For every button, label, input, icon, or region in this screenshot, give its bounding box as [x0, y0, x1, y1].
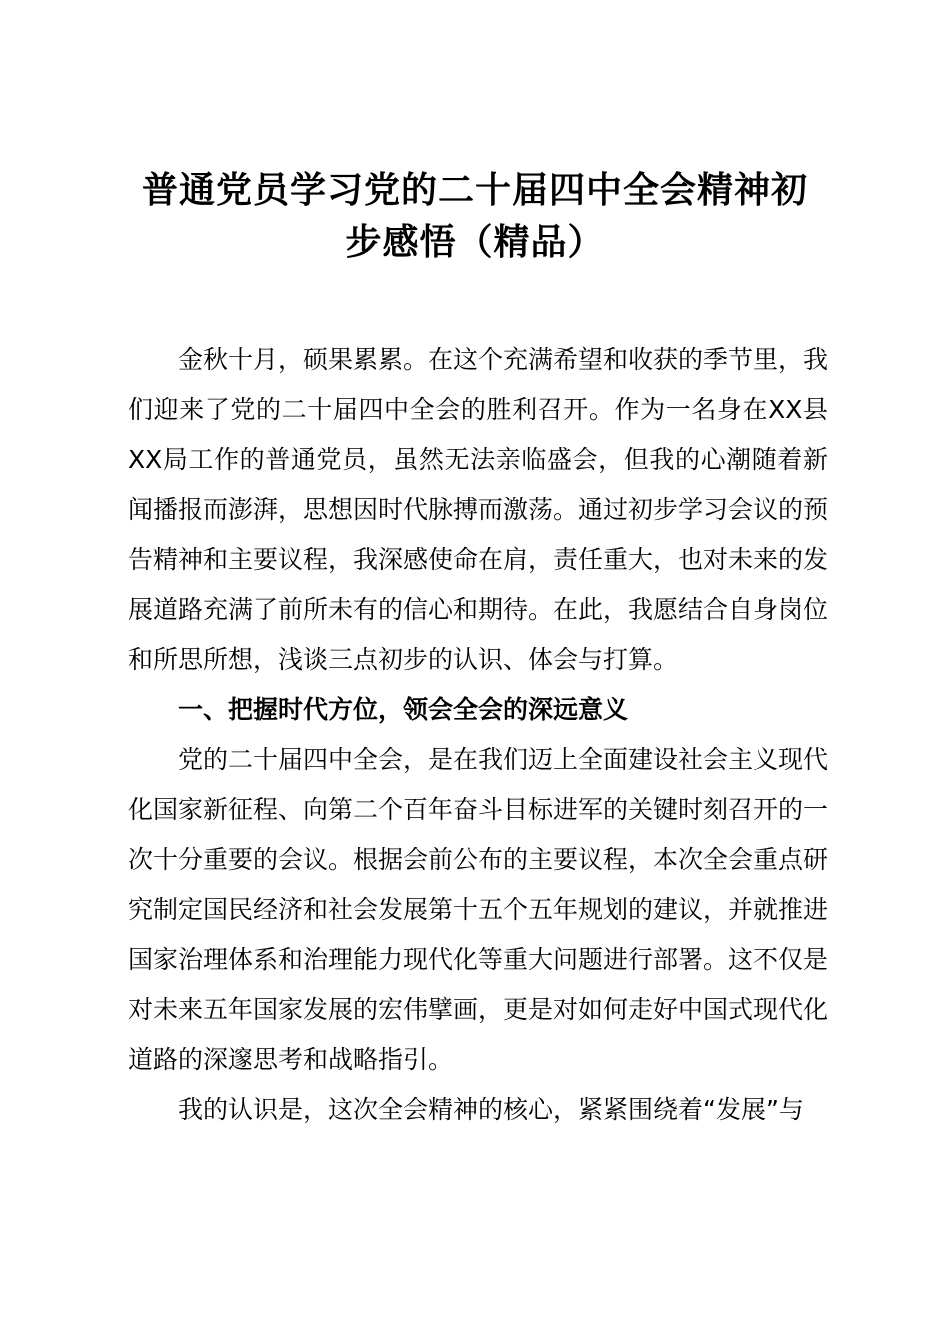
title-line-2: 步感悟（精品） [345, 221, 605, 263]
section-1-paragraph-2: 我的认识是，这次全会精神的核心，紧紧围绕着“发展”与 [178, 1095, 804, 1124]
section-1-paragraph-1: 党的二十届四中全会，是在我们迈上全面建设社会主义现代化国家新征程、向第二个百年奋斗目标进军的关键时刻召开的一次十分重要的会议。根据会前公布的主要议程，本次全会重点研究制定国民经济和社会发展第十五个五年规划的建议，并就推进国家治理体系和治理能力现代化等重大问题进行部署。这不仅是对未来五年国家发展的宏伟擘画，更是对如何走好中国式现代化道路的深邃思考和战略指引。 [128, 745, 829, 1074]
title-line-1: 普通党员学习党的二十届四中全会精神初 [141, 169, 808, 211]
document-body [128, 335, 828, 1135]
document-title [110, 164, 840, 268]
section-heading-1: 一、把握时代方位，领会全会的深远意义 [178, 695, 629, 724]
intro-paragraph: 金秋十月，硕果累累。在这个充满希望和收获的季节里，我们迎来了党的二十届四中全会的胜利召开。作为一名身在XX县XX局工作的普通党员，虽然无法亲临盛会，但我的心潮随着新闻播报而澎湃，思想因时代脉搏而激荡。通过初步学习会议的预告精神和主要议程，我深感使命在肩，责任重大，也对未来的发展道路充满了前所未有的信心和期待。在此，我愿结合自身岗位和所思所想，浅谈三点初步的认识、体会与打算。 [128, 345, 829, 674]
